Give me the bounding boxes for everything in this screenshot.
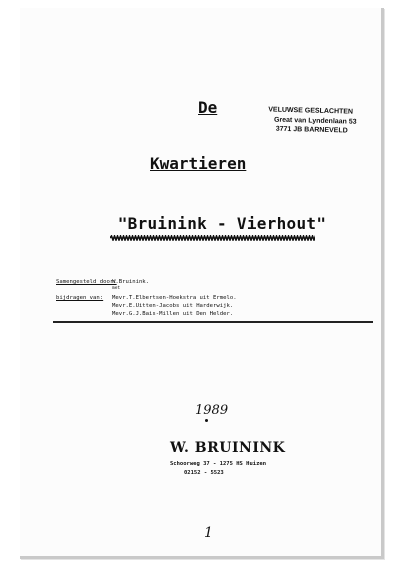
stamp-line-3: 3771 JB BARNEVELD	[275, 125, 348, 135]
bullet-dot	[205, 419, 208, 422]
contributor-1: Mevr.T.Elbertsen-Hoekstra uit Ermelo.	[112, 295, 237, 301]
stamp-line-1: VELUWSE GESLACHTEN	[268, 106, 354, 116]
title-line-names: "Bruinink - Vierhout"	[117, 214, 327, 233]
decorative-underline	[110, 235, 315, 241]
address-stamp	[268, 105, 389, 137]
publisher-address: Schoorweg 37 - 1275 HS Huizen	[170, 461, 267, 467]
compiled-by-label: Samengesteld door:	[56, 279, 117, 285]
compiled-by-value: W.Bruinink.	[112, 279, 150, 285]
title-line-kwartieren: Kwartieren	[150, 154, 247, 173]
contributor-3: Mevr.G.J.Bais-Millen uit Den Helder.	[112, 311, 234, 317]
stamp-line-2: Great van Lyndenlaan 53	[273, 116, 357, 126]
publisher-phone: 02152 - 5523	[184, 470, 224, 476]
contributions-label: bijdragen van:	[56, 295, 104, 301]
horizontal-rule	[53, 321, 373, 323]
with-label: met	[112, 286, 121, 291]
title-line-de: De	[198, 98, 218, 117]
credits-block	[56, 278, 237, 318]
publisher-name: W. BRUININK	[170, 440, 286, 456]
page-number: 1	[204, 525, 213, 541]
publisher-contact	[170, 460, 290, 478]
document-page	[20, 8, 384, 559]
contributor-2: Mevr.E.Uitten-Jacobs uit Harderwijk.	[112, 303, 234, 309]
year: 1989	[195, 403, 229, 418]
